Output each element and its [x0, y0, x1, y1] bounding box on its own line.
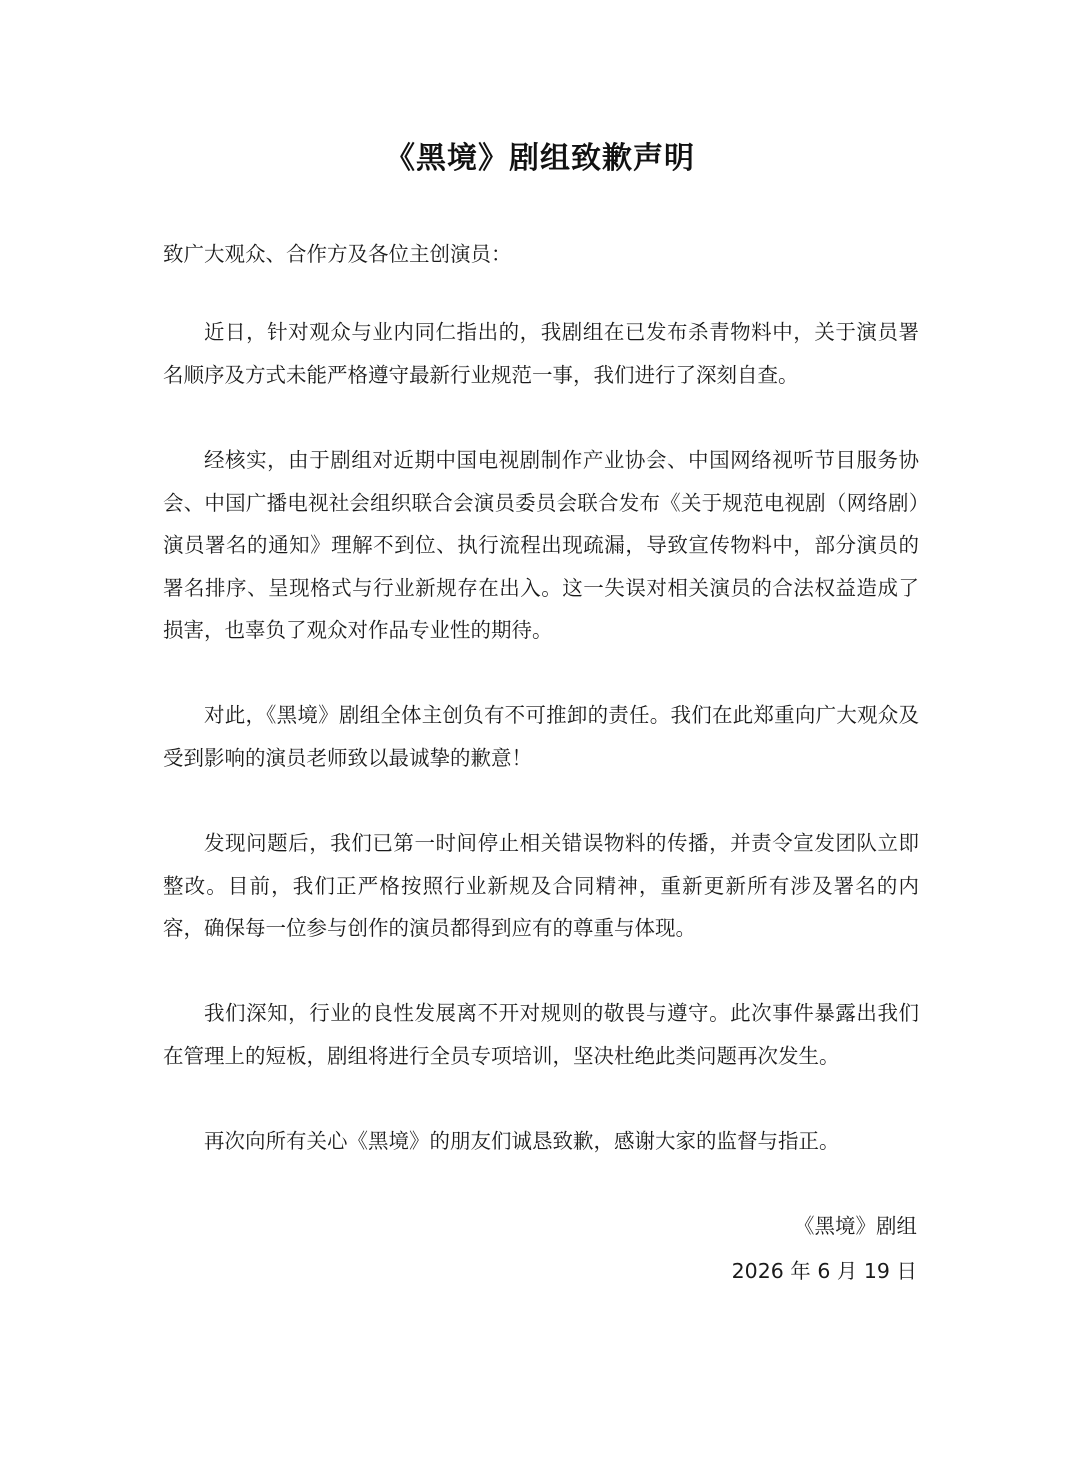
paragraph-closing: 再次向所有关心《黑境》的朋友们诚恳致歉，感谢大家的监督与指正。 — [204, 1129, 840, 1153]
paragraph-rectification: 发现问题后，我们已第一时间停止相关错误物料的传播，并责令宣发团队立即整改。目前，我们正严格按照行业新规及合同精神，重新更新所有涉及署名的内容，确保每一位参与创作的演员都得到应有的尊重与体现。 — [163, 831, 919, 940]
document-title: 《黑境》剧组致歉声明 — [385, 141, 695, 176]
paragraph-verification: 经核实，由于剧组对近期中国电视剧制作产业协会、中国网络视听节目服务协会、中国广播电视社会组织联合会演员委员会联合发布《关于规范电视剧（网络剧）演员署名的通知》理解不到位、执行流程出现疏漏，导致宣传物料中，部分演员的署名排序、呈现格式与行业新规存在出入。这一失误对相关演员的合法权益造成了损害，也辜负了观众对作品专业性的期待。 — [163, 448, 919, 642]
signature-organization: 《黑境》剧组 — [794, 1214, 917, 1238]
paragraph-apology: 对此，《黑境》剧组全体主创负有不可推卸的责任。我们在此郑重向广大观众及受到影响的演员老师致以最诚挚的歉意！ — [163, 703, 919, 770]
paragraph-commitment: 我们深知，行业的良性发展离不开对规则的敬畏与遵守。此次事件暴露出我们在管理上的短板，剧组将进行全员专项培训，坚决杜绝此类问题再次发生。 — [163, 1001, 919, 1068]
paragraph-self-inspection: 近日，针对观众与业内同仁指出的，我剧组在已发布杀青物料中，关于演员署名顺序及方式未能严格遵守最新行业规范一事，我们进行了深刻自查。 — [163, 320, 919, 387]
signature-date: 2026 年 6 月 19 日 — [731, 1259, 917, 1283]
salutation: 致广大观众、合作方及各位主创演员： — [163, 242, 512, 266]
